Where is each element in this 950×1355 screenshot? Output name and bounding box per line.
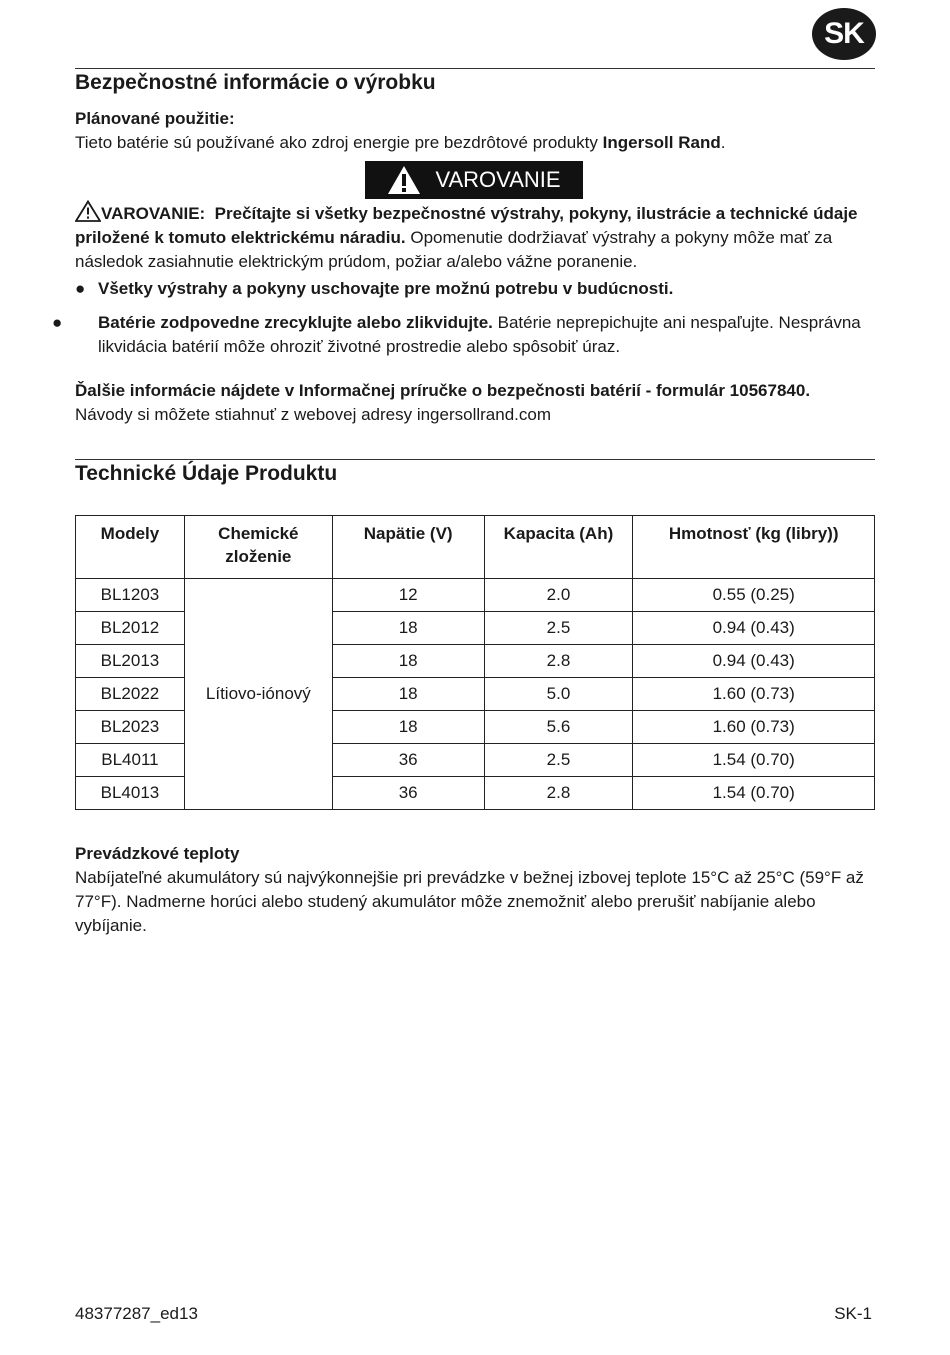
cell-model: BL2022 [76, 678, 185, 711]
warning-bold-text: Prečítajte si všetky bezpečnostné výstrahy, pokyny, ilustrácie a technické údaje priložené k tomuto elektrickému náradiu. [75, 204, 858, 247]
intended-use-body: Tieto batérie sú používané ako zdroj energie pre bezdrôtové produkty [75, 133, 603, 152]
section-title-specs: Technické Údaje Produktu [75, 462, 338, 485]
cell-weight: 0.94 (0.43) [633, 612, 875, 645]
bullet-dot-icon: ● [75, 279, 86, 298]
cell-weight: 1.60 (0.73) [633, 711, 875, 744]
bullet-dot-icon: ● [52, 313, 63, 332]
cell-weight: 1.60 (0.73) [633, 678, 875, 711]
warning-triangle-icon [387, 165, 421, 195]
bullet-item-2 [52, 311, 875, 359]
cell-voltage: 18 [332, 612, 484, 645]
header-rule [75, 68, 875, 69]
table-header-row [76, 516, 875, 579]
cell-voltage: 36 [332, 777, 484, 810]
header-voltage: Napätie (V) [332, 516, 484, 579]
cell-weight: 0.55 (0.25) [633, 579, 875, 612]
temp-heading: Prevádzkové teploty [75, 844, 240, 863]
footer-page-number: SK-1 [834, 1304, 872, 1323]
cell-capacity: 5.6 [484, 711, 633, 744]
header-chemistry: Chemické zloženie [184, 516, 332, 579]
cell-voltage: 36 [332, 744, 484, 777]
cell-model: BL2013 [76, 645, 185, 678]
brand-name: Ingersoll Rand [602, 133, 721, 152]
cell-capacity: 2.5 [484, 612, 633, 645]
footer-doc-code: 48377287_ed13 [75, 1304, 198, 1323]
cell-model: BL1203 [76, 579, 185, 612]
header-models: Modely [76, 516, 185, 579]
cell-weight: 0.94 (0.43) [633, 645, 875, 678]
cell-capacity: 5.0 [484, 678, 633, 711]
intended-use-text [75, 131, 875, 155]
warning-label: VAROVANIE: [101, 204, 206, 223]
cell-weight: 1.54 (0.70) [633, 744, 875, 777]
cell-model: BL2012 [76, 612, 185, 645]
cell-voltage: 12 [332, 579, 484, 612]
header-capacity: Kapacita (Ah) [484, 516, 633, 579]
table-row [76, 579, 875, 612]
warning-banner [365, 161, 583, 199]
warning-paragraph [75, 200, 880, 274]
cell-model: BL4011 [76, 744, 185, 777]
warning-outline-icon [75, 200, 101, 222]
cell-model: BL2023 [76, 711, 185, 744]
cell-model: BL4013 [76, 777, 185, 810]
section2-rule [75, 459, 875, 460]
bullet-text-2: Batérie neprepichujte ani nespaľujte. Nesprávna likvidácia batérií môže ohroziť životné prostredie alebo spôsobiť úraz. [98, 313, 861, 356]
language-badge: SK [812, 8, 876, 60]
bullet-bold-text-2: Batérie zodpovedne zrecyklujte alebo zlikvidujte. [98, 313, 493, 332]
cell-voltage: 18 [332, 645, 484, 678]
cell-capacity: 2.0 [484, 579, 633, 612]
header-weight: Hmotnosť (kg (libry)) [633, 516, 875, 579]
intended-use-heading: Plánované použitie: [75, 109, 235, 128]
bullet-text-1: Všetky výstrahy a pokyny uschovajte pre možnú potrebu v budúcnosti. [98, 279, 674, 298]
spec-table [75, 515, 875, 810]
download-text: Návody si môžete stiahnuť z webovej adresy ingersollrand.com [75, 405, 551, 424]
warning-banner-label: VAROVANIE [435, 167, 561, 192]
cell-capacity: 2.8 [484, 645, 633, 678]
cell-weight: 1.54 (0.70) [633, 777, 875, 810]
cell-voltage: 18 [332, 678, 484, 711]
period: . [720, 133, 726, 152]
cell-chemistry: Lítiovo-iónový [184, 579, 332, 810]
temp-text: Nabíjateľné akumulátory sú najvýkonnejšie pri prevádzke v bežnej izbovej teplote 15°C až 25°C (59°F až 77°F). Nadmerne horúci alebo studený akumulátor môže znemožniť alebo prerušiť nabíjanie alebo vybíjanie. [75, 868, 864, 935]
bullet-item-1 [75, 277, 875, 301]
cell-capacity: 2.8 [484, 777, 633, 810]
warning-body-text: Opomenutie dodržiavať výstrahy a pokyny môže mať za následok zasiahnutie elektrickým prúdom, požiar a/alebo vážne poranenie. [75, 228, 833, 271]
more-info-text: Ďalšie informácie nájdete v Informačnej príručke o bezpečnosti batérií - formulár 10567840. [75, 381, 811, 400]
cell-capacity: 2.5 [484, 744, 633, 777]
section-title-safety: Bezpečnostné informácie o výrobku [75, 71, 436, 94]
cell-voltage: 18 [332, 711, 484, 744]
